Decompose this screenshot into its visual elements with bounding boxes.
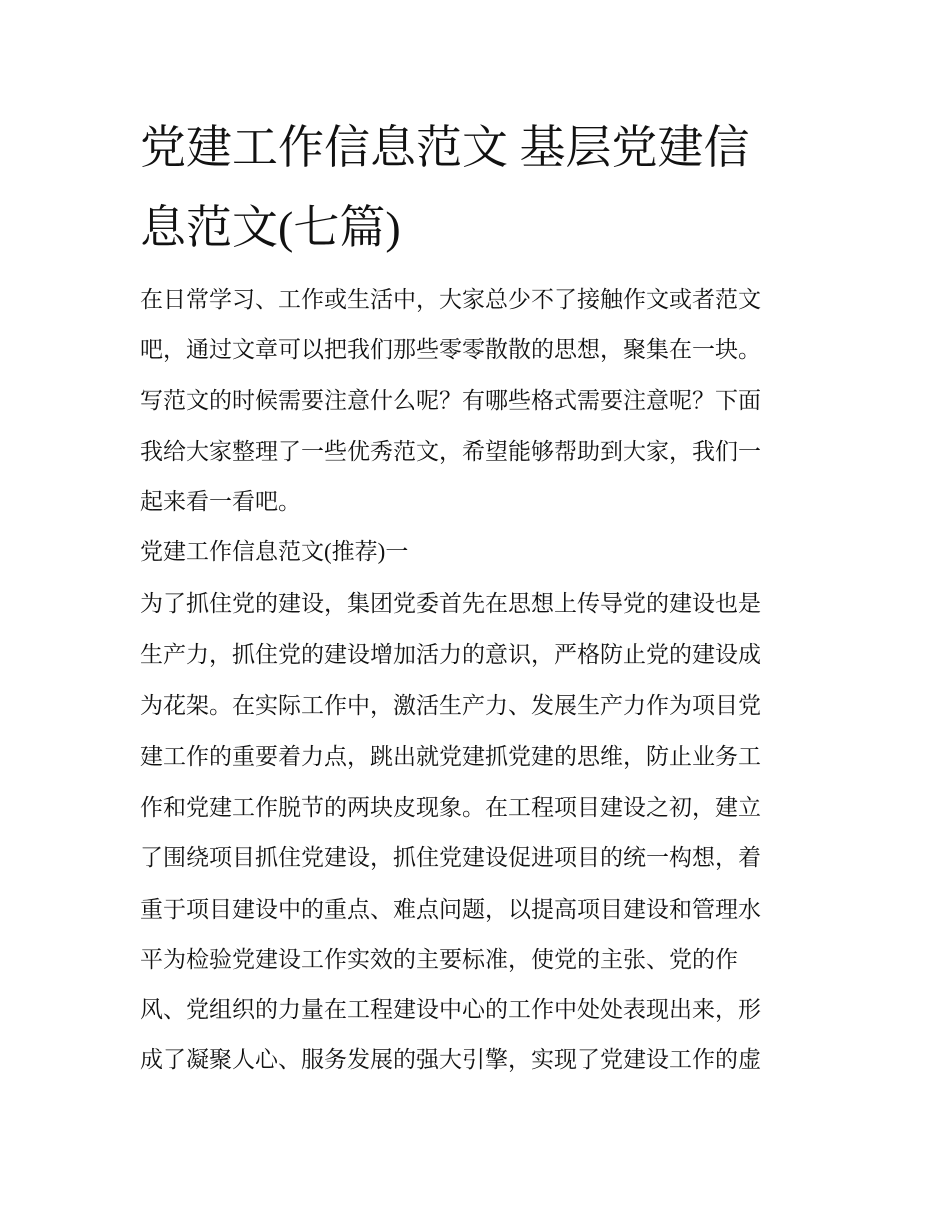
body-line: 重于项目建设中的重点、难点问题，以提高项目建设和管理水 <box>140 897 761 922</box>
intro-line: 写范文的时候需要注意什么呢？有哪些格式需要注意呢？下面 <box>140 388 761 413</box>
intro-line: 起来看一看吧。 <box>140 489 301 514</box>
intro-line: 在日常学习、工作或生活中，大家总少不了接触作文或者范文 <box>140 287 761 312</box>
body-line: 平为检验党建设工作实效的主要标准，使党的主张、党的作 <box>140 947 738 972</box>
body-line: 风、党组织的力量在工程建设中心的工作中处处表现出来，形 <box>140 997 761 1022</box>
body-line: 建工作的重要着力点，跳出就党建抓党建的思维，防止业务工 <box>140 744 761 769</box>
body-line: 作和党建工作脱节的两块皮现象。在工程项目建设之初，建立 <box>140 795 761 820</box>
intro-line: 我给大家整理了一些优秀范文，希望能够帮助到大家，我们一 <box>140 439 761 464</box>
document-title-line: 息范文(七篇) <box>140 202 401 253</box>
intro-line: 吧，通过文章可以把我们那些零零散散的思想，聚集在一块。 <box>140 337 761 362</box>
section-heading: 党建工作信息范文(推荐)一 <box>140 539 409 564</box>
body-line: 为花架。在实际工作中，激活生产力、发展生产力作为项目党 <box>140 693 761 718</box>
body-line: 为了抓住党的建设，集团党委首先在思想上传导党的建设也是 <box>140 591 761 616</box>
body-line: 成了凝聚人心、服务发展的强大引擎，实现了党建设工作的虚 <box>140 1047 761 1072</box>
body-line: 了围绕项目抓住党建设，抓住党建设促进项目的统一构想，着 <box>140 845 761 870</box>
body-line: 生产力，抓住党的建设增加活力的意识，严格防止党的建设成 <box>140 642 761 667</box>
document-title-line: 党建工作信息范文 基层党建信 <box>140 122 750 173</box>
